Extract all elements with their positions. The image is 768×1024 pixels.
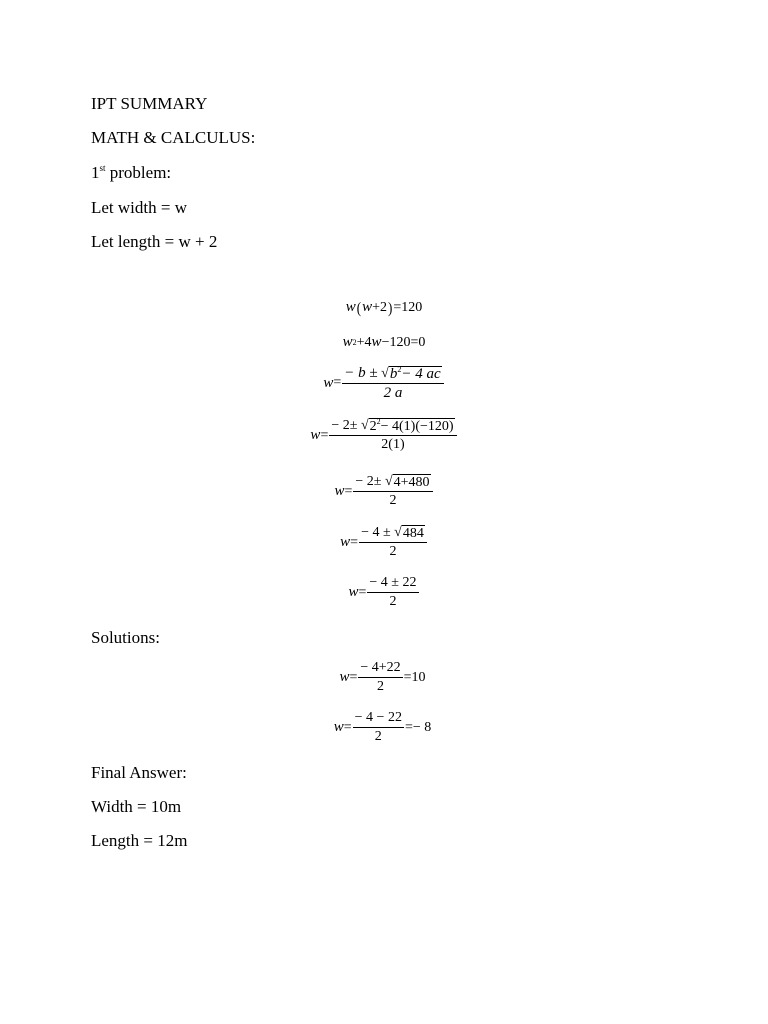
fraction xyxy=(367,575,418,610)
eq-equals: = xyxy=(320,427,329,443)
radical-icon: √ xyxy=(381,366,389,381)
final-answer-heading: Final Answer: xyxy=(91,763,187,782)
eq-paren: ( xyxy=(356,297,362,316)
fraction xyxy=(329,418,456,453)
final-length: Length = 12m xyxy=(91,831,188,850)
document-title: IPT SUMMARY xyxy=(91,94,208,113)
section-heading: MATH & CALCULUS: xyxy=(91,128,256,147)
eq-equals: = xyxy=(343,719,352,735)
numerator-prefix: − 2± xyxy=(331,418,358,433)
eq-var: w xyxy=(339,669,350,685)
eq-var: w xyxy=(323,374,334,391)
eq-exponent: 2 xyxy=(376,417,381,426)
solution-result: =− 8 xyxy=(404,719,432,735)
numerator: − 4 ± 22 xyxy=(367,575,418,593)
eq-exponent: 2 xyxy=(397,365,402,374)
radicand xyxy=(389,366,442,382)
square-root xyxy=(385,474,431,490)
width-definition: Let width = w xyxy=(91,198,187,217)
numerator-prefix: − 4 ± xyxy=(361,525,391,540)
numerator-prefix: − b ± xyxy=(344,365,378,381)
final-width: Width = 10m xyxy=(91,797,182,816)
solutions-heading: Solutions: xyxy=(91,628,160,647)
quadratic-equation: w 2 +4 w −120=0 xyxy=(342,334,426,350)
denominator: 2 xyxy=(374,729,382,744)
numerator xyxy=(359,525,427,543)
square-root xyxy=(394,525,425,541)
eq-paren: ) xyxy=(388,297,393,316)
solution-result: =10 xyxy=(403,669,426,685)
fraction xyxy=(359,525,427,560)
eq-var: w xyxy=(334,483,345,499)
eq-equals: = xyxy=(350,534,359,550)
denominator: 2 xyxy=(389,544,397,559)
eq-var: w xyxy=(362,299,373,315)
eq-var: w xyxy=(345,299,356,315)
fraction xyxy=(353,474,432,509)
eq-var: w xyxy=(342,334,353,350)
radicand-rest: − 4 ac xyxy=(401,366,441,382)
simplified-formula xyxy=(0,474,768,509)
fraction xyxy=(358,660,402,695)
denominator: 2 a xyxy=(383,385,403,401)
reduced-formula xyxy=(0,575,768,610)
eq-var: w xyxy=(348,584,359,600)
square-root xyxy=(361,418,455,434)
root-formula xyxy=(0,525,768,560)
denominator: 2 xyxy=(389,594,397,609)
eq-term: +4 xyxy=(356,334,372,350)
eq-equals: = xyxy=(333,375,342,390)
problem-heading xyxy=(91,163,171,183)
eq-rhs: =120 xyxy=(393,299,423,315)
eq-equals: = xyxy=(344,483,353,499)
fraction xyxy=(353,710,404,745)
numerator: − 4 − 22 xyxy=(353,710,404,728)
ordinal-suffix: st xyxy=(99,163,106,173)
eq-term: +2 xyxy=(372,299,388,315)
length-definition: Let length = w + 2 xyxy=(91,232,218,251)
eq-rhs: −120=0 xyxy=(381,334,426,350)
radicand-rest: − 4(1)(−120) xyxy=(380,419,454,434)
denominator: 2 xyxy=(389,493,397,508)
fraction xyxy=(342,365,443,401)
square-root xyxy=(381,366,441,382)
eq-equals: = xyxy=(349,669,358,685)
radical-icon: √ xyxy=(384,474,393,489)
radicand xyxy=(369,418,455,434)
problem-label: problem: xyxy=(105,163,172,182)
denominator: 2 xyxy=(377,679,384,694)
radical-icon: √ xyxy=(394,525,402,540)
radicand: 484 xyxy=(402,526,424,541)
eq-var: w xyxy=(371,334,382,350)
eq-var: w xyxy=(333,719,344,735)
denominator: 2(1) xyxy=(381,437,405,452)
radicand: 4+480 xyxy=(393,475,430,490)
numerator xyxy=(342,365,443,384)
radicand-var: b xyxy=(389,366,398,382)
numerator xyxy=(329,418,456,436)
solution-negative xyxy=(0,710,768,745)
numerator xyxy=(353,474,432,492)
radicand-base: 2 xyxy=(369,419,377,434)
eq-var: w xyxy=(340,534,351,550)
eq-var: w xyxy=(310,427,321,443)
quadratic-formula xyxy=(0,365,768,401)
eq-equals: = xyxy=(358,584,367,600)
numerator-prefix: − 2± xyxy=(355,474,382,489)
equation-area xyxy=(0,299,768,316)
substituted-formula xyxy=(0,418,768,453)
numerator: − 4+22 xyxy=(358,660,402,678)
problem-number: 1 xyxy=(91,163,100,182)
solution-positive xyxy=(0,660,768,695)
radical-icon: √ xyxy=(360,418,369,433)
